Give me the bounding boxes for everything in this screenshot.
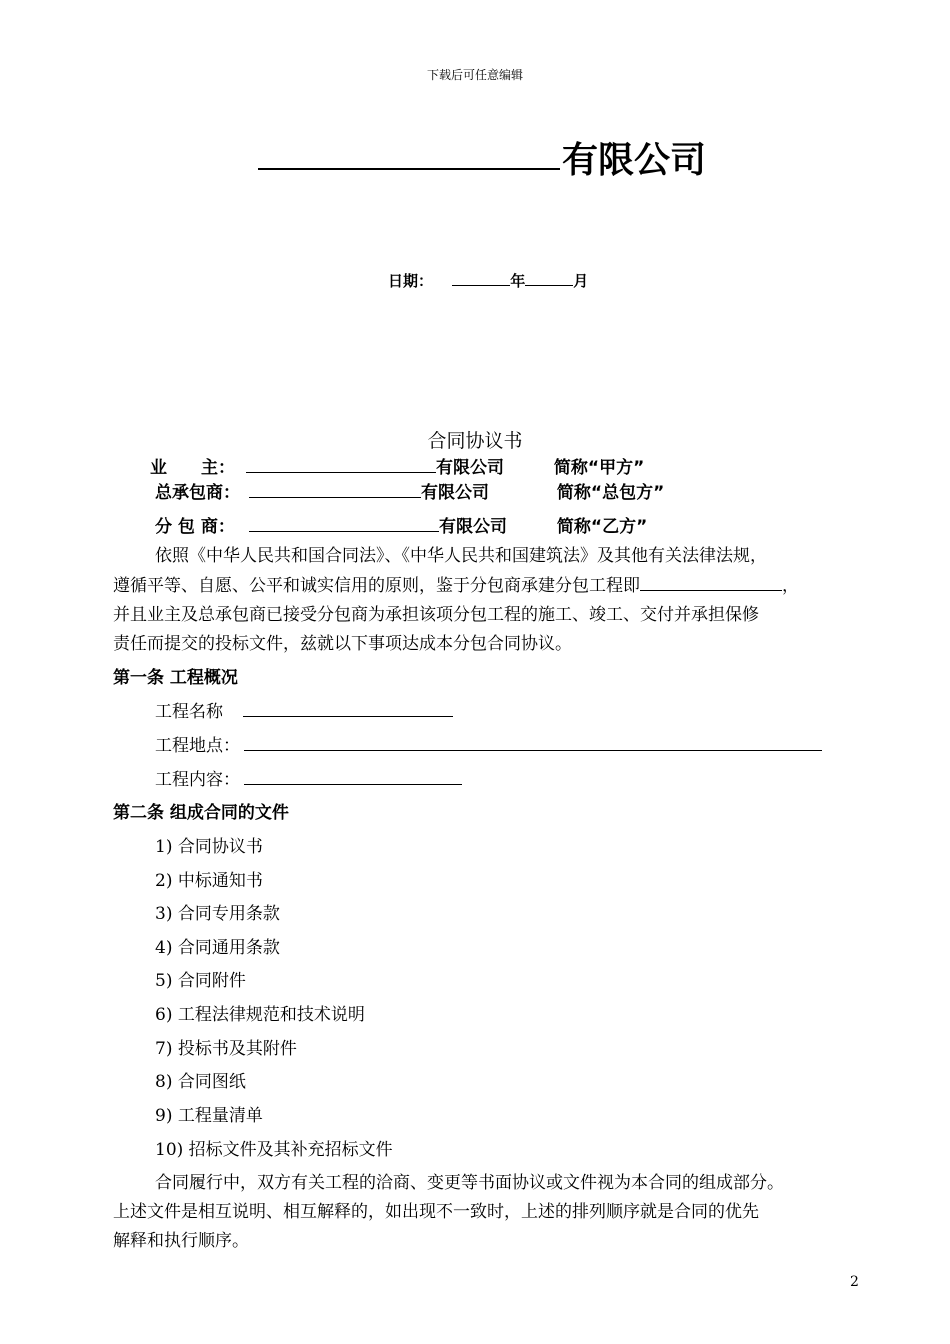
field-label: 工程内容： xyxy=(155,770,240,790)
list-item: 10) 招标文件及其补充招标文件 xyxy=(155,1140,393,1160)
company-name-blank xyxy=(258,168,560,170)
project-location-blank xyxy=(244,734,822,751)
closing-line-1: 合同履行中，双方有关工程的洽商、变更等书面协议或文件视为本合同的组成部分。 xyxy=(155,1173,784,1193)
field-label: 工程名称 xyxy=(155,702,223,722)
field-project-name xyxy=(155,697,453,722)
party-alias: 简称“乙方” xyxy=(556,517,648,537)
list-item: 8) 合同图纸 xyxy=(155,1072,246,1092)
header-note: 下载后可任意编辑 xyxy=(426,68,523,82)
party-alias: 简称“甲方” xyxy=(553,458,645,478)
article-1-heading: 第一条 工程概况 xyxy=(113,668,238,688)
party-suffix: 有限公司 xyxy=(436,458,504,478)
doc-title: 合同协议书 xyxy=(427,430,523,452)
party-subcontractor xyxy=(155,512,647,537)
date-line xyxy=(388,270,588,291)
party-alias: 简称“总包方” xyxy=(556,483,665,503)
party-label: 分 包 商： xyxy=(155,517,235,537)
intro-line-3: 并且业主及总承包商已接受分包商为承担该项分包工程的施工、竣工、交付并承担保修 xyxy=(113,605,759,625)
field-project-content xyxy=(155,765,462,790)
party-name-blank xyxy=(246,456,436,473)
list-item: 3) 合同专用条款 xyxy=(155,904,280,924)
list-item: 6) 工程法律规范和技术说明 xyxy=(155,1005,365,1025)
date-label: 日期： xyxy=(388,272,434,290)
field-project-location xyxy=(155,731,822,756)
party-suffix: 有限公司 xyxy=(439,517,507,537)
list-item: 4) 合同通用条款 xyxy=(155,938,280,958)
party-suffix: 有限公司 xyxy=(421,483,489,503)
year-blank xyxy=(452,271,510,286)
subcontract-project-blank xyxy=(640,574,782,591)
party-general-contractor xyxy=(155,478,664,503)
list-item: 9) 工程量清单 xyxy=(155,1106,263,1126)
party-label: 总承包商： xyxy=(155,483,240,503)
page-number: 2 xyxy=(850,1274,859,1290)
list-item: 7) 投标书及其附件 xyxy=(155,1039,297,1059)
article-2-heading: 第二条 组成合同的文件 xyxy=(113,803,289,823)
company-title-suffix: 有限公司 xyxy=(562,140,707,181)
intro-line-2-comma: ， xyxy=(782,576,799,596)
party-name-blank xyxy=(249,515,439,532)
party-owner xyxy=(150,453,644,478)
list-item: 1) 合同协议书 xyxy=(155,837,263,857)
list-item: 2) 中标通知书 xyxy=(155,871,263,891)
month-blank xyxy=(525,271,573,286)
closing-line-3: 解释和执行顺序。 xyxy=(113,1231,249,1251)
party-name-blank xyxy=(249,481,421,498)
intro-line-2-text: 遵循平等、自愿、公平和诚实信用的原则，鉴于分包商承建分包工程即 xyxy=(113,576,640,596)
intro-line-2 xyxy=(113,571,799,596)
closing-line-2: 上述文件是相互说明、相互解释的，如出现不一致时，上述的排列顺序就是合同的优先 xyxy=(113,1202,759,1222)
intro-line-1: 依照《中华人民共和国合同法》、《中华人民共和国建筑法》及其他有关法律法规， xyxy=(155,546,767,566)
list-item: 5) 合同附件 xyxy=(155,971,246,991)
intro-line-4: 责任而提交的投标文件，兹就以下事项达成本分包合同协议。 xyxy=(113,634,572,654)
project-content-blank xyxy=(244,768,462,785)
date-year-label: 年 xyxy=(510,272,526,290)
field-label: 工程地点： xyxy=(155,736,240,756)
party-label: 业 主： xyxy=(150,458,235,478)
date-month-label: 月 xyxy=(573,272,589,290)
project-name-blank xyxy=(243,700,453,717)
